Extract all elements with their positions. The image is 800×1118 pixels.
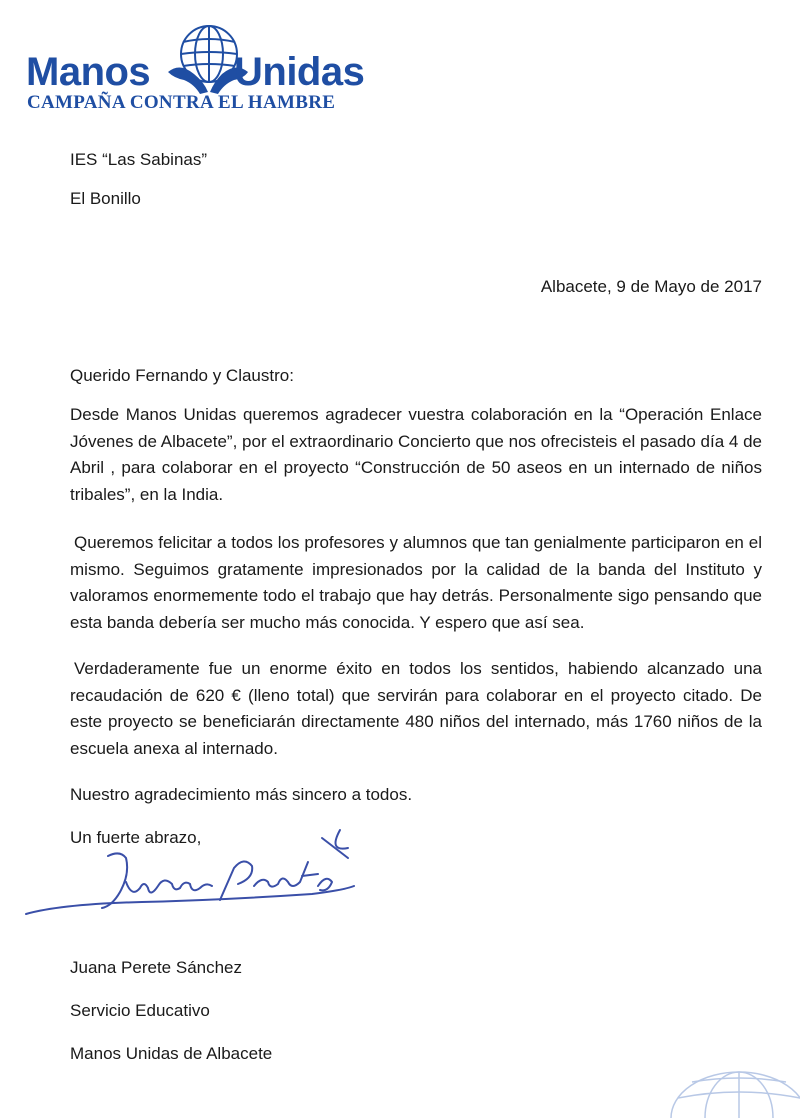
closing-line: Un fuerte abrazo, [70,828,202,847]
signer-organization: Manos Unidas de Albacete [70,1044,273,1063]
watermark-globe-icon [664,1058,800,1118]
thanks-line: Nuestro agradecimiento más sincero a todos. [70,785,413,804]
manos-unidas-logo [26,22,376,114]
handwritten-signature [22,826,362,944]
body-paragraph-1: Desde Manos Unidas queremos agradecer vuestra colaboración en la “Operación Enlace Jóvenes de Albacete”, por el extraordinario Concierto que nos ofrecisteis el pasado día 4 de Abril , para colaborar en el proyecto “Construcción de 50 aseos en un internado de niños tribales”, en la India. [70,405,762,504]
body-paragraph-3: Verdaderamente fue un enorme éxito en todos los sentidos, habiendo alcanzado una recaudación de 620 € (lleno total) que servirán para colaborar en el proyecto citado. De este proyecto se beneficiarán directamente 480 niños del internado, más 1760 niños de la escuela anexa al internado. [70,659,762,758]
salutation: Querido Fernando y Claustro: [70,366,294,385]
recipient-line-2: El Bonillo [70,189,141,208]
logo-word-manos: Manos [26,50,151,94]
signer-name: Juana Perete Sánchez [70,958,243,977]
signer-role: Servicio Educativo [70,1001,210,1020]
logo-word-unidas: Unidas [234,50,365,94]
logo-tagline: CAMPAÑA CONTRA EL HAMBRE [27,92,336,113]
body-paragraph-2: Queremos felicitar a todos los profesores y alumnos que tan genialmente participaron en el mismo. Seguimos gratamente impresionados por la calidad de la banda del Instituto y valoramos enormemente todo el trabajo que hay detrás. Personalmente sigo pensando que esta banda debería ser mucho más conocida. Y espero que así sea. [70,533,762,632]
letter-date: Albacete, 9 de Mayo de 2017 [540,277,762,296]
recipient-line-1: IES “Las Sabinas” [70,150,208,169]
